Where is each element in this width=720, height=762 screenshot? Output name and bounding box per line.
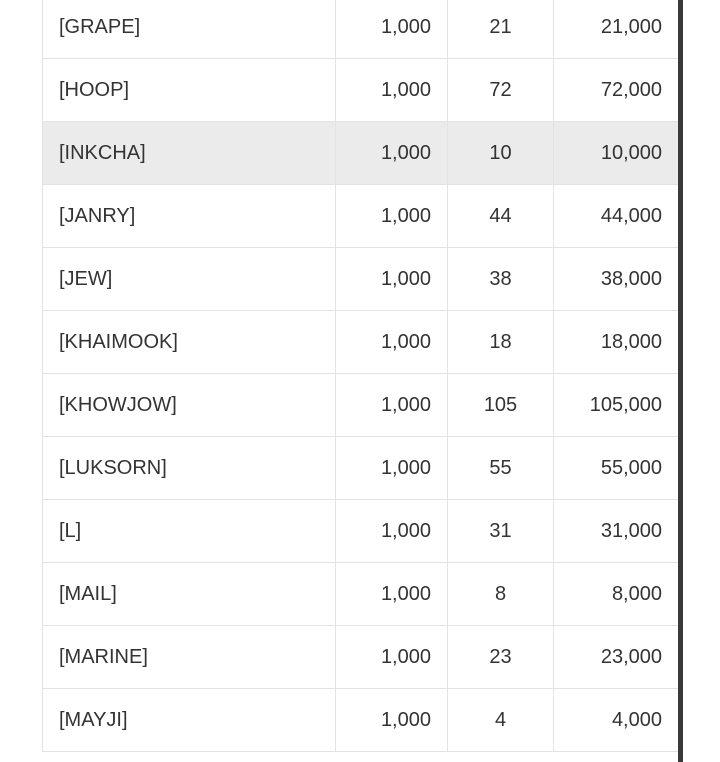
quantity-cell: 4 xyxy=(448,689,554,752)
name-cell: [GRAPE] xyxy=(43,0,336,59)
price-cell: 1,000 xyxy=(336,122,448,185)
total-cell: 44,000 xyxy=(554,185,679,248)
total-cell: 72,000 xyxy=(554,59,679,122)
name-cell: [JANRY] xyxy=(43,185,336,248)
name-cell: [LUKSORN] xyxy=(43,437,336,500)
quantity-cell: 44 xyxy=(448,185,554,248)
name-cell: [JEW] xyxy=(43,248,336,311)
price-cell: 1,000 xyxy=(336,0,448,59)
name-cell: [MARINE] xyxy=(43,626,336,689)
total-cell: 18,000 xyxy=(554,311,679,374)
price-cell: 1,000 xyxy=(336,437,448,500)
total-cell: 105,000 xyxy=(554,374,679,437)
table-row[interactable] xyxy=(43,248,679,311)
quantity-cell: 21 xyxy=(448,0,554,59)
total-cell: 55,000 xyxy=(554,437,679,500)
name-cell: [MAYJI] xyxy=(43,689,336,752)
table-row[interactable] xyxy=(43,311,679,374)
quantity-cell: 72 xyxy=(448,59,554,122)
total-cell: 8,000 xyxy=(554,563,679,626)
total-cell: 31,000 xyxy=(554,500,679,563)
table-row[interactable] xyxy=(43,437,679,500)
table-body xyxy=(43,0,679,752)
quantity-cell: 31 xyxy=(448,500,554,563)
name-cell: [KHOWJOW] xyxy=(43,374,336,437)
table-row[interactable] xyxy=(43,689,679,752)
quantity-cell: 38 xyxy=(448,248,554,311)
table-row[interactable] xyxy=(43,563,679,626)
table-row[interactable] xyxy=(43,500,679,563)
total-cell: 4,000 xyxy=(554,689,679,752)
name-cell: [MAIL] xyxy=(43,563,336,626)
price-cell: 1,000 xyxy=(336,59,448,122)
price-cell: 1,000 xyxy=(336,689,448,752)
price-cell: 1,000 xyxy=(336,626,448,689)
table-row[interactable] xyxy=(43,0,679,59)
name-cell: [KHAIMOOK] xyxy=(43,311,336,374)
quantity-cell: 10 xyxy=(448,122,554,185)
total-cell: 38,000 xyxy=(554,248,679,311)
total-cell: 21,000 xyxy=(554,0,679,59)
price-cell: 1,000 xyxy=(336,311,448,374)
quantity-cell: 105 xyxy=(448,374,554,437)
name-cell: [INKCHA] xyxy=(43,122,336,185)
panel-edge-shadow xyxy=(678,0,683,762)
price-cell: 1,000 xyxy=(336,248,448,311)
price-cell: 1,000 xyxy=(336,374,448,437)
price-cell: 1,000 xyxy=(336,185,448,248)
total-cell: 10,000 xyxy=(554,122,679,185)
table-row[interactable] xyxy=(43,185,679,248)
table-row[interactable] xyxy=(43,122,679,185)
table-row[interactable] xyxy=(43,59,679,122)
table-row[interactable] xyxy=(43,626,679,689)
name-cell: [L] xyxy=(43,500,336,563)
price-cell: 1,000 xyxy=(336,563,448,626)
sales-table xyxy=(42,0,679,752)
name-cell: [HOOP] xyxy=(43,59,336,122)
quantity-cell: 18 xyxy=(448,311,554,374)
quantity-cell: 8 xyxy=(448,563,554,626)
price-cell: 1,000 xyxy=(336,500,448,563)
quantity-cell: 55 xyxy=(448,437,554,500)
total-cell: 23,000 xyxy=(554,626,679,689)
quantity-cell: 23 xyxy=(448,626,554,689)
table-row[interactable] xyxy=(43,374,679,437)
